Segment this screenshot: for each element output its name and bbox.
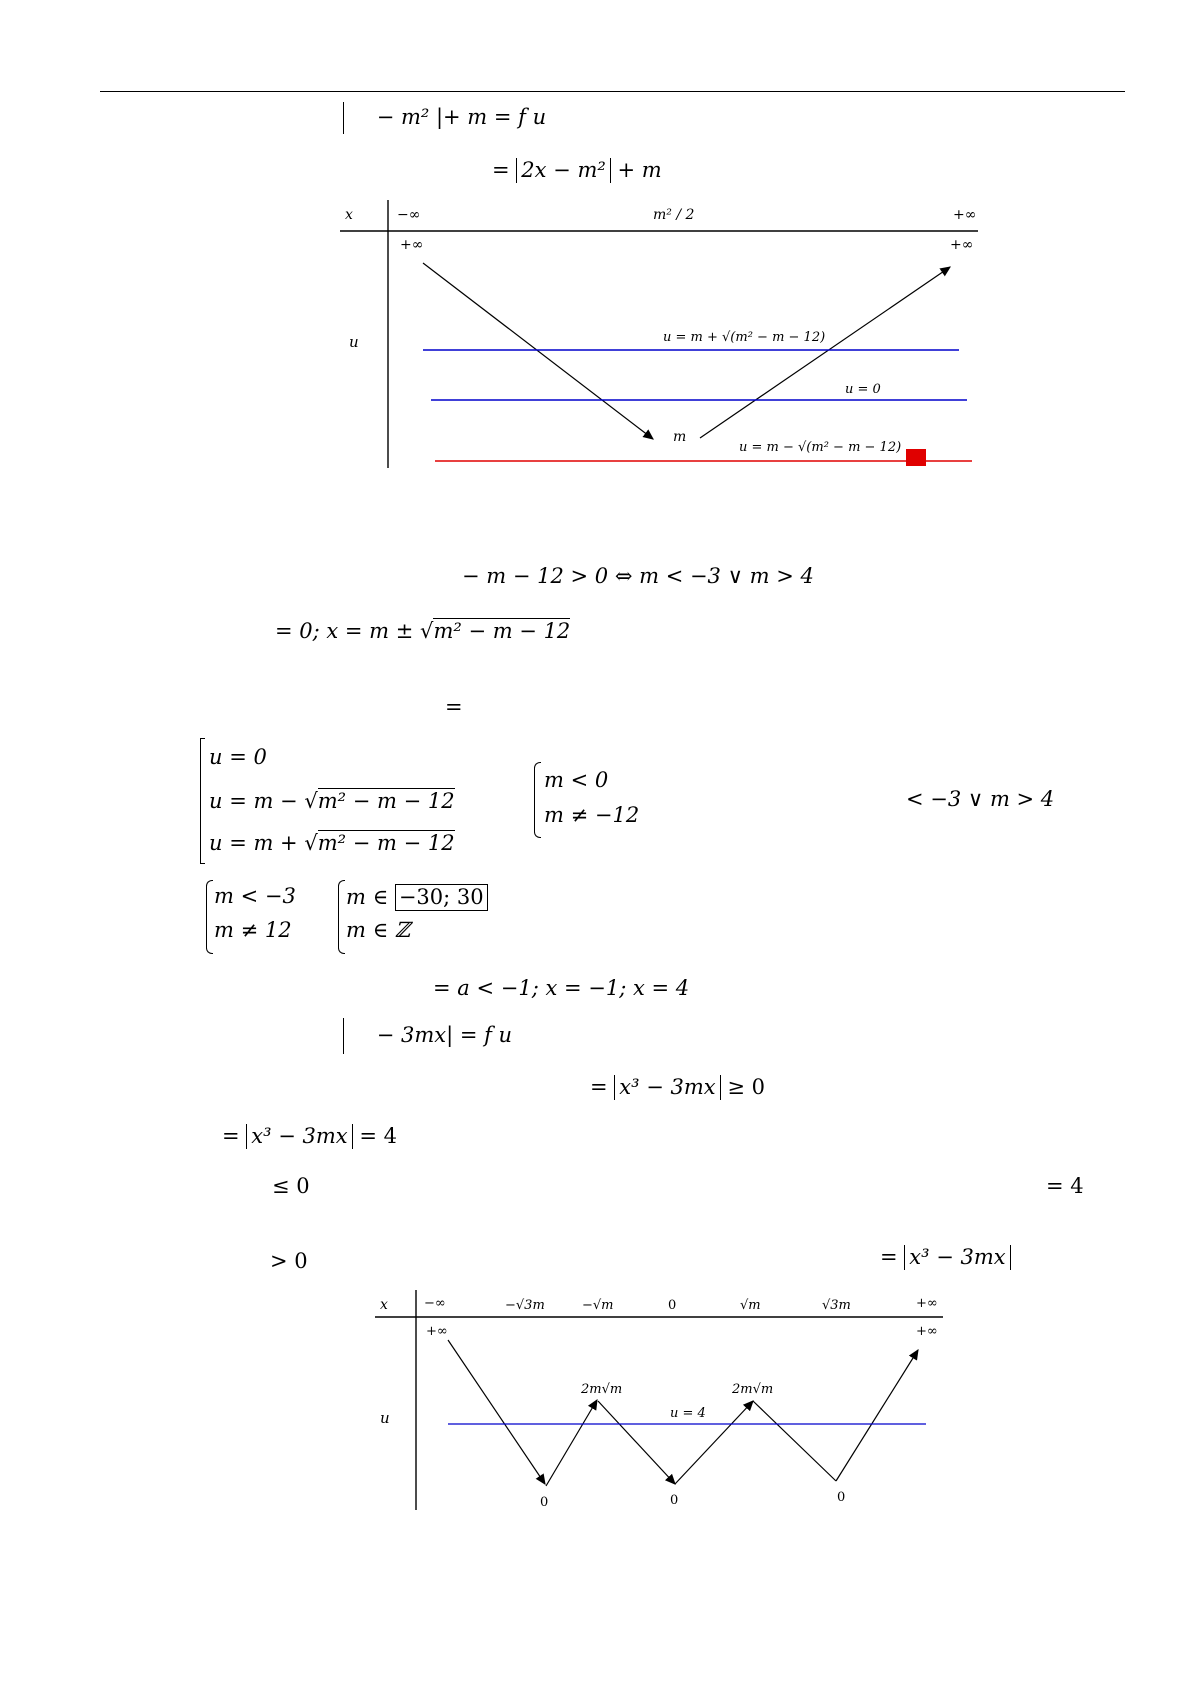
table1-arrow-up [700, 267, 950, 438]
condition-right: < −3 ∨ m > 4 [906, 787, 1055, 811]
table1-arrow-down [423, 263, 653, 439]
equation-line-1 [343, 102, 546, 134]
system2-brace [534, 762, 541, 838]
table1-red-marker [906, 449, 926, 466]
expression-tail-9: = 4 [359, 1124, 397, 1148]
table2-peak-1: 2m√m [581, 1382, 623, 1397]
system2-row-1: m < 0 [544, 768, 609, 792]
table2-zero-2: 0 [670, 1493, 679, 1508]
equation-line-7 [343, 1018, 512, 1054]
equation-line-11: > 0 [270, 1249, 308, 1273]
system3-row-2: m ≠ 12 [214, 918, 292, 942]
equation-line-11-right [880, 1245, 1011, 1270]
absolute-expression-9: x³ − 3mx [246, 1124, 352, 1149]
table1-line-bottom-label: u = m − √(m² − m − 12) [739, 440, 902, 455]
header-rule [100, 91, 1125, 92]
roots-prefix: = 0; x = m ± [275, 619, 414, 643]
table1-tick-right: +∞ [953, 207, 977, 223]
table2-tick-6: √3m [822, 1298, 851, 1313]
equation-line-4: = 0; x = m ± √m² − m − 12 [275, 619, 571, 643]
equation-line-9 [222, 1124, 397, 1149]
system1-row-3-text: u = m + [209, 831, 305, 855]
system4-row-2: m ∈ ℤ [346, 918, 411, 942]
system4-interval: −30; 30 [395, 884, 488, 911]
equation-line-5: = [445, 695, 463, 719]
system3-brace [206, 880, 213, 954]
equation-text-1: − m² |+ m = f u [376, 104, 547, 129]
table1-x-label: x [345, 207, 353, 223]
table2-tick-5: √m [740, 1298, 761, 1313]
table2-arrow-5 [753, 1401, 836, 1481]
system1-row-2-radicand: m² − m − 12 [317, 789, 455, 813]
table1-tick-left: −∞ [397, 207, 421, 223]
variation-table-1 [335, 195, 985, 470]
table1-u-label: u [349, 333, 359, 351]
table2-arrow-6 [836, 1350, 918, 1481]
table1-top-right: +∞ [950, 237, 974, 253]
table2-top-left: +∞ [426, 1324, 448, 1339]
equation-text-7: − 3mx| = f u [376, 1022, 513, 1047]
absolute-expression-8: x³ − 3mx [614, 1075, 720, 1100]
equation-line-3: − m − 12 > 0 ⇔ m < −3 ∨ m > 4 [462, 564, 814, 588]
table2-u-label: u [380, 1409, 390, 1427]
table1-tick-mid: m² / 2 [653, 207, 695, 223]
system1-bracket [200, 738, 205, 864]
system1-row-3: u = m + √m² − m − 12 [209, 831, 455, 855]
table2-arrow-2 [546, 1400, 597, 1486]
table1-line-top-label: u = m + √(m² − m − 12) [663, 330, 826, 345]
absolute-expression-11: x³ − 3mx [904, 1245, 1010, 1270]
equation-line-10-right: = 4 [1046, 1174, 1084, 1198]
absolute-expression: 2x − m² [516, 158, 610, 183]
table2-top-right: +∞ [916, 1324, 938, 1339]
system4-row-1 [346, 884, 488, 911]
expression-tail: + m [617, 158, 662, 182]
system1-row-2-text: u = m − [209, 789, 305, 813]
equation-line-10: ≤ 0 [272, 1174, 310, 1198]
table2-peak-2: 2m√m [732, 1382, 774, 1397]
table1-top-left: +∞ [400, 237, 424, 253]
expression-tail-8: ≥ 0 [727, 1075, 765, 1099]
equation-line-6: = a < −1; x = −1; x = 4 [433, 976, 690, 1000]
table2-tick-3: −√m [582, 1298, 614, 1313]
system1-row-3-radicand: m² − m − 12 [317, 831, 455, 855]
equals-sign-8: = [590, 1075, 608, 1099]
system2-row-2: m ≠ −12 [544, 803, 640, 827]
roots-radicand: m² − m − 12 [433, 619, 571, 643]
equation-line-2 [492, 158, 662, 183]
table2-arrow-3 [598, 1401, 675, 1484]
table1-line-mid-label: u = 0 [845, 382, 881, 397]
system1-row-2: u = m − √m² − m − 12 [209, 789, 455, 813]
equals-sign-11: = [880, 1245, 898, 1269]
system3-row-1: m < −3 [214, 884, 296, 908]
variation-table-2 [370, 1288, 950, 1513]
table2-zero-1: 0 [540, 1495, 549, 1510]
system4-row-1-prefix: m ∈ [346, 885, 389, 909]
equals-sign-9: = [222, 1124, 240, 1148]
equation-line-8 [590, 1075, 765, 1100]
table2-x-label: x [380, 1297, 388, 1313]
system1-row-1: u = 0 [209, 745, 267, 769]
table2-tick-7: +∞ [916, 1296, 938, 1311]
table2-tick-4: 0 [668, 1298, 677, 1313]
table2-tick-1: −∞ [424, 1296, 446, 1311]
table2-line-u4-label: u = 4 [670, 1406, 706, 1421]
table2-arrow-1 [448, 1340, 545, 1484]
table1-min-label: m [673, 429, 687, 445]
system4-brace [338, 880, 345, 954]
equals-sign: = [492, 158, 510, 182]
table2-tick-2: −√3m [505, 1298, 545, 1313]
table2-zero-3: 0 [837, 1490, 846, 1505]
